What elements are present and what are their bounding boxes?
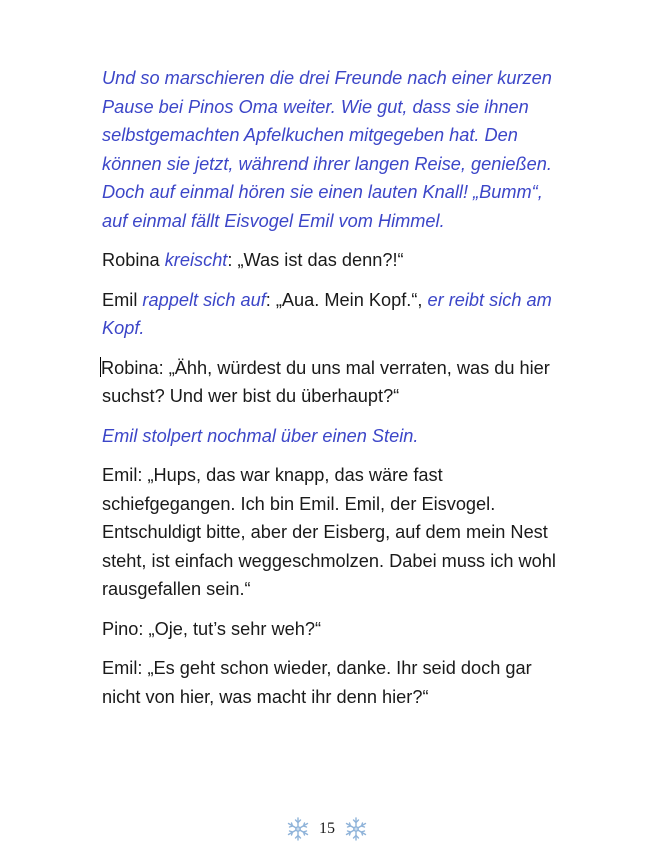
speech-text: Emil: „Es geht schon wieder, danke. Ihr seid doch gar nicht von hier, was macht ihr denn hier?“ <box>102 658 532 707</box>
paragraph <box>102 654 572 711</box>
paragraph <box>102 246 572 275</box>
page-number: 15 <box>319 820 335 837</box>
speech-text: Robina: „Ähh, würdest du uns mal verraten, was du hier suchst? Und wer bist du überhaupt?“ <box>101 357 550 406</box>
speech-text: : „Aua. Mein Kopf.“, <box>265 289 428 310</box>
page-footer <box>0 814 654 844</box>
paragraph <box>102 615 572 644</box>
story-text[interactable] <box>102 64 572 722</box>
narration-text: Emil stolpert nochmal über einen Stein. <box>102 425 419 446</box>
speech-text: Pino: „Oje, tut’s sehr weh?“ <box>102 618 322 639</box>
paragraph <box>102 286 572 343</box>
narration-text: er reibt sich am Kopf. <box>102 289 552 338</box>
paragraph <box>102 354 572 411</box>
speech-text: Emil <box>102 289 143 310</box>
speech-text: : „Was ist das denn?!“ <box>227 250 404 270</box>
snowflake-icon <box>285 816 311 842</box>
speech-text: Emil: „Hups, das war knapp, das wäre fast schiefgegangen. Ich bin Emil. Emil, der Eisvogel. Entschuldigt bitte, aber der Eisberg, auf dem mein Nest steht, ist einfach weggeschmolzen. Dabei muss ich wohl rausgefallen sein.“ <box>102 465 556 599</box>
paragraph <box>102 422 572 451</box>
paragraph <box>102 64 572 235</box>
snowflake-icon <box>343 816 369 842</box>
narration-text: Und so marschieren die drei Freunde nach einer kurzen Pause bei Pinos Oma weiter. Wie gut, dass sie ihnen selbstgemachten Apfelkuchen mitgegeben hat. Den können sie jetzt, während ihrer langen Reise, genießen. Doch auf einmal hören sie einen lauten Knall! „Bumm“, auf einmal fällt Eisvogel Emil vom Himmel. <box>102 68 552 231</box>
narration-text: kreischt <box>164 250 228 270</box>
paragraph <box>102 461 572 604</box>
narration-text: rappelt sich auf <box>142 289 266 310</box>
speech-text: Robina <box>102 250 165 270</box>
